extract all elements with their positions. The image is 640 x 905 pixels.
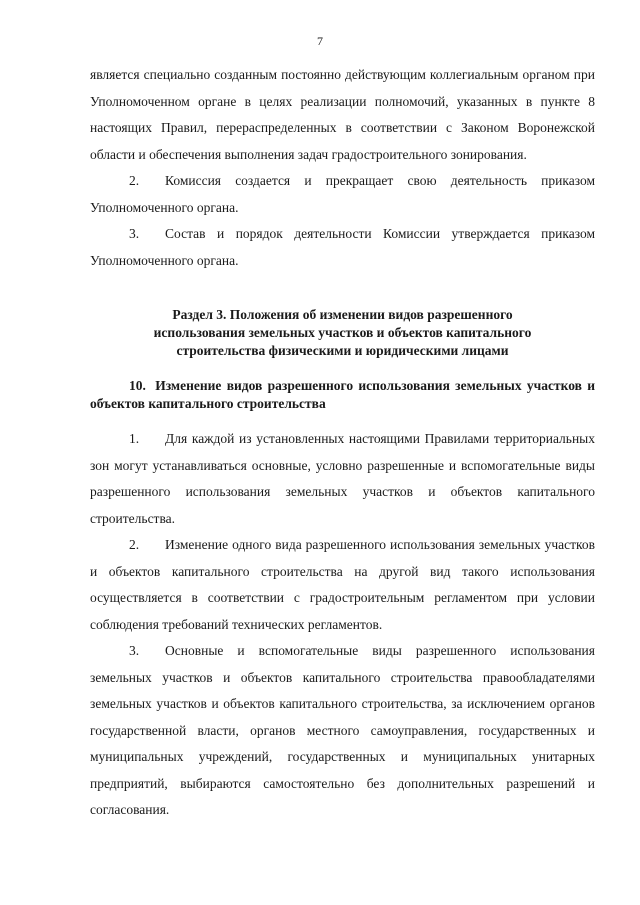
article-item-3 — [90, 638, 595, 824]
paragraph-item-3 — [90, 221, 595, 274]
item-text: Для каждой из установленных настоящими Правилами территориальных зон могут устанавливаться основные, условно разрешенные и вспомогательные виды разрешенного использования земельных участков и объектов капитального строительства. — [90, 431, 595, 526]
article-number: 10. — [129, 378, 146, 393]
item-number: 3. — [129, 226, 140, 241]
article-title: Изменение видов разрешенного использования земельных участков и объектов капитального строительства — [90, 378, 596, 411]
item-text: Изменение одного вида разрешенного использования земельных участков и объектов капитального строительства на другой вид такого использования осуществляется в соответствии с градостроительным регламентом при условии соблюдения требований технических регламентов. — [90, 537, 595, 632]
article-item-2 — [90, 532, 595, 638]
item-text: Состав и порядок деятельности Комиссии утверждается приказом Уполномоченного органа. — [90, 226, 595, 268]
item-number: 3. — [129, 643, 140, 658]
item-number: 1. — [129, 431, 140, 446]
intro-paragraph: является специально созданным постоянно действующим коллегиальным органом при Уполномоченном органе в целях реализации полномочий, указанных в пункте 8 настоящих Правил, перераспределенных в соответствии с Законом Воронежской области и обеспечения выполнения задач градостроительного зонирования. — [90, 67, 595, 162]
item-number: 2. — [129, 173, 140, 188]
paragraph-item-2 — [90, 168, 595, 221]
page-content — [90, 62, 595, 824]
section-heading: Раздел 3. Положения об изменении видов разрешенного использования земельных участков и объектов капитального строительства физическими и юридическими лицами — [153, 307, 532, 358]
item-text: Комиссия создается и прекращает свою деятельность приказом Уполномоченного органа. — [90, 173, 595, 215]
item-number: 2. — [129, 537, 140, 552]
item-text: Основные и вспомогательные виды разрешенного использования земельных участков и объектов капитального строительства правообладателями земельных участков и объектов капитального строительства, за исключением органов государственной власти, органов местного самоуправления, государственных и муниципальных учреждений, государственных и муниципальных унитарных предприятий, выбираются самостоятельно без дополнительных разрешений и согласования. — [90, 643, 595, 817]
article-heading — [90, 377, 595, 413]
article-item-1 — [90, 426, 595, 532]
page-number: 7 — [317, 34, 323, 48]
